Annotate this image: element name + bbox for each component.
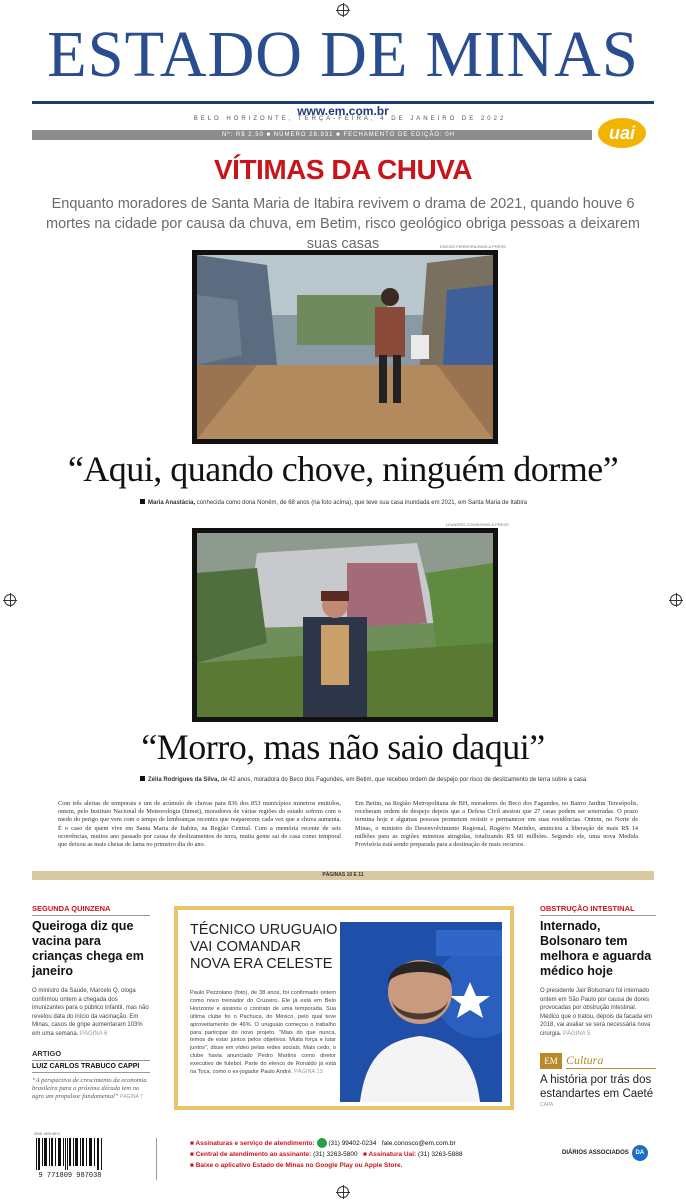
left-column [32,904,150,1101]
woman-portrait-photo [192,528,498,722]
em-cultura-logo [540,1053,656,1069]
feature-headline[interactable]: TÉCNICO URUGUAIO VAI COMANDAR NOVA ERA CELESTE [190,922,338,972]
da-label: DIÁRIOS ASSOCIADOS [562,1150,629,1156]
footer-divider [156,1138,157,1180]
em-badge: EM [540,1053,562,1069]
lead-body-col-1: Com três alertas de temporais e um de acúmulo de chuvas para 836 dos 853 municípios mineiros emitidos, ontem, pelo Instituto Nacional de Meteorologia (Inmet), moradores de várias regiões do estado sofrem com o medo do perigo que vem com o tempo de lembranças recentes que reaparecem cada vez que a chuva aumenta. É o caso de quem vive em Santa Maria de Itabira, na Região Central. Com a memória recente de seis ocorrências, muitos ano passado por causa de deslizamentos de terra, muita gente sai de casa como temporal que deixou as mais cheias de lama no primeiro dia do ano. [58,800,341,849]
footer-line-3: ■ Baixe o aplicativo Estado de Minas no Google Play ou Apple Store. [190,1162,403,1169]
footer-phone-1[interactable]: (31) 99402-0234 [328,1140,377,1147]
issn: ISSN 1809-9874 [34,1132,60,1136]
footer-contacts [190,1138,520,1171]
coach-photo [340,922,502,1102]
info-bar: Nº: R$ 2,50 ■ NÚMERO 28.931 ■ FECHAMENTO DE EDIÇÃO: 0H [32,130,592,140]
bolsonaro-text: O presidente Jair Bolsonaro foi internado ontem em São Paulo por causa de dores provocadas por obstrução intestinal. Médico que o tratou, depois da facada em 2018, vai avaliar se será necessária nova cirurgia. PÁGINA 5 [540,988,653,1037]
uai-logo: uai [598,118,646,148]
flooded-street-photo [192,250,498,444]
right-column [540,904,656,1108]
photo-credit-1: EDESIO FERREIRA/EM/D.A PRESS [440,244,506,249]
photo-caption-2: Zélia Rodrigues da Silva, de 42 anos, moradora do Beco dos Fagundes, em Betim, que recebeu ordem de despejo por risco de deslizamento de terra sobre a casa [140,776,580,783]
lead-body-col-2: Em Betim, na Região Metropolitana de BH, moradores do Beco dos Fagundes, no Bairro Jardim Teresópolis, receberam ordem de despejo depois que a Defesa Civil atestou que 27 casas podem ser soterradas. O prazo termina hoje e algumas pessoas prometem resistir e permanecer em suas residências. Ontem, no Norte de Minas, o ministro do Desenvolvimento Regional, Rogério Marinho, anunciou a liberação de mais R$ 14 milhões para as regiões mineiras atingidas, totalizando R$ 60 milhões. Segundo ele, uma nova Medida Provisória está sendo preparada para a destinação de mais recursos. [355,800,638,849]
artigo-quote: “A perspectiva de crescimento da economia brasileira para a próxima década tem no agro um propulsor fundamental” PÁGINA 7 [32,1076,147,1100]
dateline: BELO HORIZONTE, TERÇA-FEIRA, 4 DE JANEIRO DE 2022 [193,116,507,122]
footer-phone-2[interactable]: (31) 3263-5800 [313,1151,358,1158]
lead-quote-1: “Aqui, quando chove, ninguém dorme” [67,449,619,489]
vaccine-text: O ministro da Saúde, Marcelo Q, ologa confirmou ontem a chegada dos imunizantes para o público infantil, mas não revelou data do início da vacinação. Em Minas, casos de gripe aumentaram 103% em uma semana. PÁGINA 6 [32,988,149,1037]
feature-text: Paulo Pezzolano (foto), de 38 anos, foi confirmado ontem como novo treinador do Cruzeiro. Ele já está em Belo Horizonte e assinou o contrato de uma temporada. Sua última clube foi o Pachuca, do México, pelo qual teve aproveitamento de 46%. O uruguaio começou o trabalho para participar do novo projeto. "Mais do que nunca, temos de estar juntos pelos objetivos. Muita força e lutar juntos", disse em vídeo pelas redes sociais. Mais cedo, o clube havia anunciado Pedro Martins como diretor executivo de futebol. Parte do elenco de Ronaldo já está na Toca, como o ex-jogador Paulo André. PÁGINA 13 [190,990,336,1076]
feature-cruzeiro-box[interactable] [174,906,514,1110]
bolsonaro-headline[interactable]: Internado, Bolsonaro tem melhora e aguarda médico hoje [540,919,652,978]
footer-line-1: ■ Assinaturas e serviço de atendimento: (31) 99402-0234 fale.conosco@em.com.br [190,1140,456,1147]
photo-caption-1: Maria Anastácia, conhecida como dona Nonêm, de 68 anos (na foto acima), que teve sua casa inundada em 2021, em Santa Maria de Itabira [140,499,580,506]
artigo-author[interactable]: LUIZ CARLOS TRABUCO CAPPI [32,1063,150,1073]
barcode-number: 9 771809 987038 [38,1172,102,1180]
newspaper-name: ESTADO DE MINAS [47,18,639,91]
vaccine-kicker: SEGUNDA QUINZENA [32,904,150,916]
footer-line-2: ■ Central de atendimento ao assinante: (31) 3263-5800 ■ Assinatura Uai: (31) 3263-5888 [190,1151,463,1158]
culture-capa: CAPA [540,1101,554,1108]
lead-quote-2: “Morro, mas não saio daqui” [141,727,545,767]
footer-email[interactable]: fale.conosco@em.com.br [381,1140,456,1147]
barcode [34,1132,106,1180]
photo-credit-2: LEANDRO COURI/EM/D.A PRESS [446,522,509,527]
diarios-associados-logo [562,1145,648,1161]
vaccine-headline[interactable]: Queiroga diz que vacina para crianças chega em janeiro [32,919,144,978]
lead-subhead: Enquanto moradores de Santa Maria de Itabira revivem o drama de 2021, quando houve 6 mortes na cidade por causa da chuva, em Betim, risco geológico obriga pessoas a deixarem suas casas [45,196,640,252]
site-url[interactable]: www.em.com.br [297,104,389,118]
masthead [0,18,686,92]
culture-headline[interactable]: A história por trás dos estandartes em Caeté [540,1073,654,1100]
cultura-label: Cultura [566,1053,656,1069]
whatsapp-icon [317,1138,327,1148]
registration-mark-left [4,594,16,606]
lead-pages-ref[interactable]: PÁGINAS 10 E 11 [32,871,654,880]
da-badge: DA [632,1145,648,1161]
lead-body [58,800,638,849]
bolsonaro-kicker: OBSTRUÇÃO INTESTINAL [540,904,656,916]
registration-mark-right [670,594,682,606]
footer-phone-3[interactable]: (31) 3263-5888 [418,1151,463,1158]
artigo-kicker: ARTIGO [32,1049,150,1061]
barcode-bars [34,1138,106,1170]
registration-mark-bottom [337,1186,349,1198]
lead-headline[interactable]: VÍTIMAS DA CHUVA [214,154,472,185]
registration-mark-top [337,4,349,16]
